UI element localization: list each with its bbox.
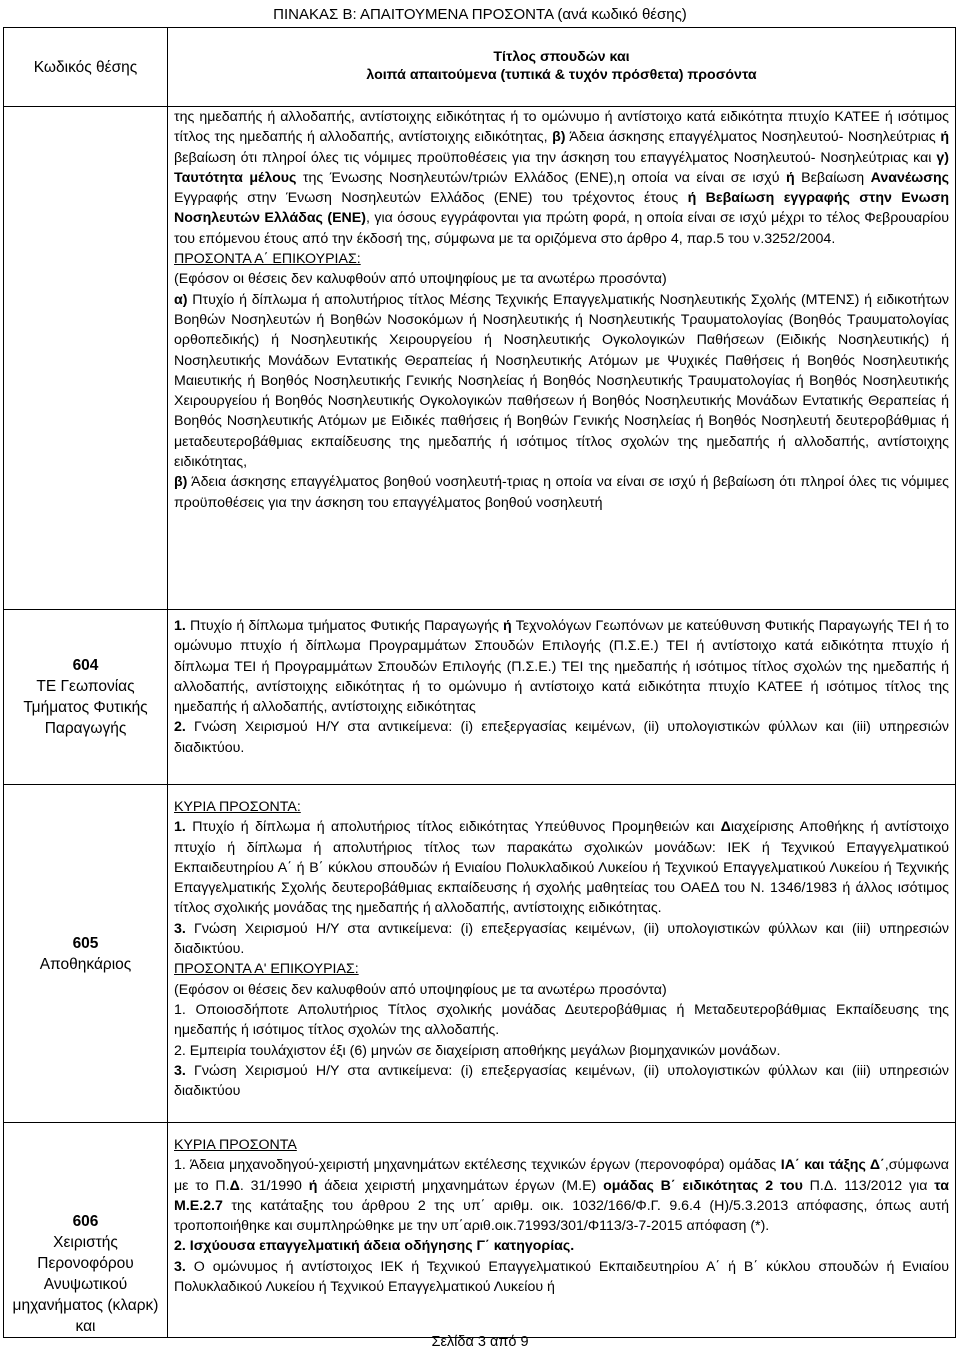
kyria-heading: ΚΥΡΙΑ ΠΡΟΣΟΝΤΑ	[174, 1137, 297, 1153]
requirements-cell-606	[168, 1123, 956, 1338]
requirements-table	[3, 27, 956, 1338]
table-row-604	[4, 610, 956, 785]
requirement-3: 3. Γνώση Χειρισμού Η/Υ στα αντικείμενα: (i) επεξεργασίας κειμένων, (ii) υπολογιστικών φύλλων και (iii) υπηρεσιών διαδικτύου.	[174, 920, 949, 958]
table-row-continued	[4, 107, 956, 610]
code-cell-605	[4, 785, 168, 1123]
code-cell-606	[4, 1123, 168, 1338]
paragraph-nursing-requirements: της ημεδαπής ή αλλοδαπής, αντίστοιχης ειδικότητας ή το ομώνυμο ή αντίστοιχο κατά ειδικότητα πτυχίο ΚΑΤΕΕ ή ισότιμος τίτλος της ημεδαπής ή αλλοδαπής, αντίστοιχης ειδικότητας, β) Άδεια άσκησης επαγγέλματος Νοσηλευτού- Νοσηλεύτριας ή βεβαίωση ότι πληροί όλες τις νόμιμες προϋποθέσεις για την άσκηση του επαγγέλματος Νοσηλευτού- Νοσηλεύτριας και γ) Ταυτότητα μέλους της Ένωσης Νοσηλευτών/τριών Ελλάδος (ΕΝΕ),η οποία να είναι σε ισχύ ή Βεβαίωση Ανανέωσης Εγγραφής στην Ένωση Νοσηλευτών Ελλάδος (ΕΝΕ) του τρέχοντος έτους ή Βεβαίωση εγγραφής στην Ενωση Νοσηλευτών Ελλάδας (ΕΝΕ), για όσους εγγράφονται για πρώτη φορά, η οποία είναι σε ισχύ μέχρι το τέλος Φεβρουαρίου του επόμενου έτους από την έκδοσή της, σύμφωνα με τα οριζόμενα στο άρθρο 4, παρ.5 του ν.3252/2004.	[174, 109, 949, 247]
page-footer: Σελίδα 3 από 9	[431, 1334, 529, 1350]
epikouria-1: 1. Οποιοσδήποτε Απολυτήριος Τίτλος σχολικής μονάδας Δευτεροβάθμιας ή Μεταδευτεροβάθμιας Εκπαίδευσης της ημεδαπής ή ισότιμος τίτλος σχολών της αλλοδαπής.	[174, 1001, 949, 1039]
position-title: Χειριστής Περονοφόρου Ανυψωτικού μηχανήματος (κλαρκ) και	[12, 1234, 159, 1335]
epikouria-note: (Εφόσον οι θέσεις δεν καλυφθούν από υποψηφίους με τα ανωτέρω προσόντα)	[174, 271, 667, 288]
paragraph-a: α) Πτυχίο ή δίπλωμα ή απολυτήριος τίτλος Μέσης Τεχνικής Επαγγελματικής Νοσηλευτικής Σχολής (ΜΤΕΝΣ) ή ειδικοτήτων Βοηθών Νοσηλευτών ή Βοηθών Νοσοκόμων ή Νοσηλευτικής ή Νοσηλευτικής Τραυματολογίας (Βοηθός Τραυματολογίας ορθοπεδικής) ή Νοσηλευτικής Χειρουργείου ή Νοσηλευτικής Ογκολογικών Παθήσεων (Ειδικής Νοσηλευτικής) ή Νοσηλευτικής Μονάδων Εντατικής Θεραπείας ή Νοσηλευτικής Ατόμων με Ψυχικές Παθήσεις ή Βοηθός Νοσηλευτικής Μαιευτικής ή Βοηθός Νοσηλευτικής Γενικής Νοσηλείας ή Βοηθός Νοσηλευτικής Τραυματολογίας ή Βοηθός Νοσηλευτικής Χειρουργείου ή Βοηθός Νοσηλευτικής Ογκολογικών παθήσεων ή Βοηθός Νοσηλευτικής Μονάδων Εντατικής Θεραπείας ή Βοηθός Νοσηλευτικής Ατόμων με Ειδικές παθήσεις ή Βοηθών Γενικής Νοσηλείας ή Βοηθός Νοσηλευτή δευτεροβάθμιας ή μεταδευτεροβάθμιας εκπαίδευσης της ημεδαπής ή ισότιμος τίτλος σχολών της ημεδαπής ή αλλοδαπής, αντίστοιχης ειδικότητας,	[174, 291, 949, 471]
requirements-cell-continued	[168, 107, 956, 610]
header-title-line2: λοιπά απαιτούμενα (τυπικά & τυχόν πρόσθετα) προσόντα	[366, 67, 757, 83]
epikouria-3: 3. Γνώση Χειρισμού Η/Υ στα αντικείμενα: (i) επεξεργασίας κειμένων, (ii) υπολογιστικών φύλλων και (iii) υπηρεσιών διαδικτύου	[174, 1062, 949, 1100]
position-code: 606	[72, 1213, 99, 1230]
epikouria-heading: ΠΡΟΣΟΝΤΑ Α΄ ΕΠΙΚΟΥΡΙΑΣ:	[174, 251, 361, 268]
requirement-1: 1. Πτυχίο ή δίπλωμα ή απολυτήριος τίτλος ειδικότητας Υπεύθυνος Προμηθειών και Διαχείρισης Αποθήκης ή αντίστοιχο πτυχίο ή δίπλωμα ή απολυτήριος τίτλος των παρακάτω σχολικών μονάδων: ΙΕΚ ή Τεχνικού Επαγγελματικού Εκπαιδευτηρίου Α΄ ή Β΄ κύκλου σπουδών ή Ενιαίου Πολυκλαδικού Λυκείου ή Τεχνικού Επαγγελματικού Λυκείου ή Τεχνικής Επαγγελματικής Σχολής δευτεροβάθμιας εκπαίδευσης ή σχολής μαθητείας του ΟΑΕΔ του Ν. 1346/1983 ή άλλος ισότιμος τίτλος σχολικής μονάδας της ημεδαπής ή αλλοδαπής, αντίστοιχης ειδικότητας.	[174, 819, 950, 917]
header-title-cell	[168, 28, 956, 107]
code-cell-empty	[4, 107, 168, 610]
position-code: 604	[72, 657, 99, 674]
header-code-label: Κωδικός θέσης	[33, 58, 138, 76]
requirements-cell-605	[168, 785, 956, 1123]
requirement-1: 1. Άδεια μηχανοδηγού-χειριστή μηχανημάτων εκτέλεσης τεχνικών έργων (περονοφόρα) ομάδας ΙΑ΄ και τάξης Δ΄,σύμφωνα με το Π.Δ. 31/1990 ή άδεια χειριστή μηχανημάτων έργων (Μ.Ε) ομάδας Β΄ ειδικότητας 2 του Π.Δ. 113/2012 για τα Μ.Ε.2.7 της κατάταξης του άρθρου 2 της υπ΄ αριθμ. οικ. 1032/166/Φ.Γ. 9.6.4 (Η)/5.3.2013 απόφασης, όπως αυτή τροποποιήθηκε και συμπληρώθηκε με την υπ΄αριθ.οικ.71993/301/Φ113/3-7-2015 απόφαση (*).	[174, 1157, 949, 1235]
epikouria-2: 2. Εμπειρία τουλάχιστον έξι (6) μηνών σε διαχείριση αποθήκης μεγάλων βιομηχανικών μονάδων.	[174, 1042, 781, 1059]
paragraph-b: β) Άδεια άσκησης επαγγέλματος βοηθού νοσηλευτή-τριας η οποία να είναι σε ισχύ ή βεβαίωση ότι πληροί όλες τις νόμιμες προϋποθέσεις για την άσκηση του επαγγέλματος βοηθού νοσηλευτή	[174, 474, 949, 511]
epikouria-heading: ΠΡΟΣΟΝΤΑ Α' ΕΠΙΚΟΥΡΙΑΣ:	[174, 961, 359, 978]
requirement-2: 2. Ισχύουσα επαγγελματική άδεια οδήγησης Γ΄ κατηγορίας.	[174, 1238, 575, 1255]
code-cell-604	[4, 610, 168, 785]
position-title: ΤΕ Γεωπονίας Τμήματος Φυτικής Παραγωγής	[23, 678, 148, 737]
requirement-2: 2. Γνώση Χειρισμού Η/Υ στα αντικείμενα: (i) επεξεργασίας κειμένων, (ii) υπολογιστικών φύλλων και (iii) υπηρεσιών διαδικτύου.	[174, 719, 949, 756]
table-row-606	[4, 1123, 956, 1338]
header-title	[168, 28, 955, 86]
kyria-heading: ΚΥΡΙΑ ΠΡΟΣΟΝΤΑ:	[174, 799, 301, 815]
position-code: 605	[72, 934, 99, 952]
requirement-3: 3. Ο ομώνυμος ή αντίστοιχος ΙΕΚ ή Τεχνικού Επαγγελματικού Εκπαιδευτηρίου Α΄ ή Β΄ κύκλου σπουδών ή Ενιαίου Πολυκλαδικού Λυκείου ή Τεχνικού Επαγγελματικού Λυκείου ή	[174, 1258, 949, 1296]
position-title: Αποθηκάριος	[39, 955, 132, 973]
table-header-row	[4, 28, 956, 107]
page-title: ΠΙΝΑΚΑΣ Β: ΑΠΑΙΤΟΥΜΕΝΑ ΠΡΟΣΟΝΤΑ (ανά κωδικό θέσης)	[273, 6, 687, 23]
header-title-line1: Τίτλος σπουδών και	[493, 49, 630, 65]
table-row-605	[4, 785, 956, 1123]
requirements-cell-604	[168, 610, 956, 785]
requirement-1: 1. Πτυχίο ή δίπλωμα τμήματος Φυτικής Παραγωγής ή Τεχνολόγων Γεωπόνων με κατεύθυνση Φυτικής Παραγωγής ΤΕΙ ή το ομώνυμο πτυχίο ή δίπλωμα Προγραμμάτων Σπουδών Επιλογής (Π.Σ.Ε.) ΤΕΙ ή αντίστοιχο κατά ειδικότητα πτυχίο ή δίπλωμα ΤΕΙ ή Προγραμμάτων Σπουδών Επιλογής (Π.Σ.Ε.) ΤΕΙ της ημεδαπής ή ισότιμος τίτλος σχολών της ημεδαπής ή αλλοδαπής, αντίστοιχης ειδικότητας ή το ομώνυμο ή αντίστοιχο κατά ειδικότητα πτυχίο ΚΑΤΕΕ ή ισότιμος τίτλος της ημεδαπής ή αλλοδαπής, αντίστοιχης ειδικότητας	[174, 618, 949, 716]
header-code-cell	[4, 28, 168, 107]
epikouria-note: (Εφόσον οι θέσεις δεν καλυφθούν από υποψηφίους με τα ανωτέρω προσόντα)	[174, 981, 667, 998]
